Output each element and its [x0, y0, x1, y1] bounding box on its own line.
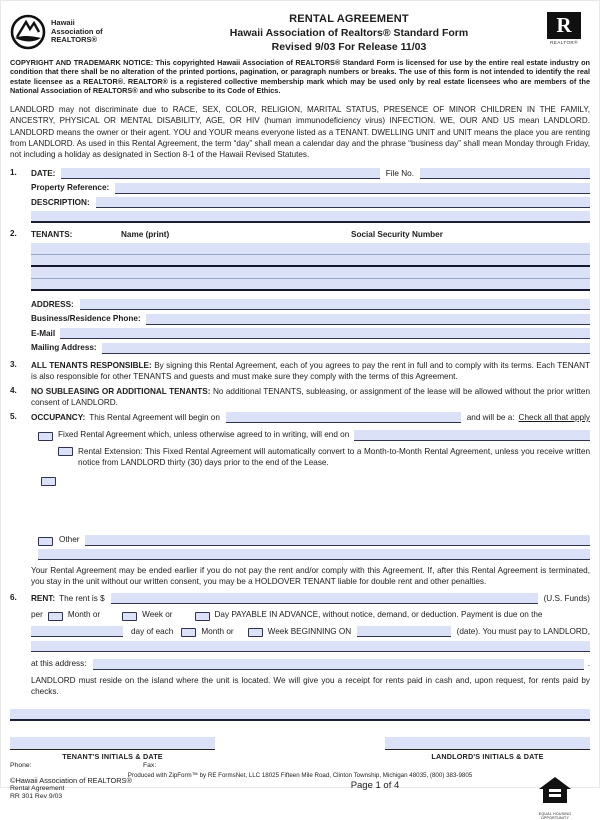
tenant-initials-field[interactable] [10, 737, 215, 750]
check-all-that-apply: Check all that apply [518, 412, 590, 422]
per-day-checkbox[interactable] [195, 612, 210, 621]
per-week-text: Week or [142, 610, 173, 620]
will-be-text: and will be a: [466, 412, 515, 422]
realtor-r-icon: R [547, 12, 581, 39]
rental-extension-checkbox[interactable] [58, 447, 73, 456]
per-month-text: Month or [67, 610, 101, 620]
tenants-label: TENANTS: [31, 230, 73, 240]
rent-is-text: The rent is $ [59, 593, 105, 603]
intro-paragraph: LANDLORD may not discriminate due to RACE, SEX, COLOR, RELIGION, MARITAL STATUS, PRESENCE OF MINOR CHILDREN IN THE FAMILY, ANCESTRY, PHYSICAL OR MENTAL DISABILITY, AGE, OR HIV (human immunodeficiency virus) INFECTION. WE, OUR AND US mean LANDLORD. LANDLORD means the owner or their agent. YOU and YOUR means everyone listed as a TENANT. DWELLING UNIT and UNIT means the place you are renting from LANDLORD. As used in this Rental Agreement, the term “day” shall mean a calendar day and the phrase “business day” shall mean Monday through Friday, not including a holiday as designated in Section 8-1 of the Hawaii Revised Statutes. [10, 105, 590, 160]
form-revision: Revised 9/03 For Release 11/03 [271, 41, 427, 53]
due-day-field[interactable] [31, 626, 123, 637]
equal-housing-caption: EQUAL HOUSING OPPORTUNITY [538, 811, 572, 820]
tenants-table-header [31, 229, 590, 241]
footer-form-name: Rental Agreement [10, 784, 65, 792]
tenant-row-4[interactable] [31, 279, 590, 291]
har-logo-line1: Hawaii [51, 18, 75, 28]
section-6-number: 6. [10, 592, 17, 602]
form-header [10, 10, 590, 53]
per-week-checkbox[interactable] [122, 612, 137, 621]
realtor-caption: REALTOR® [550, 40, 578, 45]
har-logo-line3: REALTORS® [51, 35, 98, 45]
property-reference-field[interactable] [115, 183, 590, 194]
file-no-label: File No. [385, 168, 414, 178]
fax-footer-label: Fax: [143, 762, 157, 769]
other-label: Other [59, 535, 80, 545]
tenant-row-2[interactable] [31, 255, 590, 267]
blank-option-row [41, 477, 590, 489]
form-title: RENTAL AGREEMENT [289, 13, 409, 25]
page-number: Page 1 of 4 [350, 779, 400, 791]
address-label: ADDRESS: [31, 299, 74, 309]
us-funds-text: (U.S. Funds) [543, 593, 590, 603]
section-3-label: ALL TENANTS RESPONSIBLE: [31, 360, 152, 370]
section-6-rent [10, 593, 590, 698]
produced-by-text: Produced with ZipForm™ by RE FormsNet, LLC 18025 Fifteen Mile Road, Clinton Township, Michigan 48035, (800) 383-9805 [127, 772, 473, 779]
payee-field[interactable] [31, 641, 590, 652]
due-week-checkbox[interactable] [248, 628, 263, 637]
pay-address-field[interactable] [93, 659, 584, 670]
fixed-end-date-field[interactable] [354, 430, 590, 441]
description-label: DESCRIPTION: [31, 197, 90, 207]
other-checkbox[interactable] [38, 537, 53, 546]
mailing-address-label: Mailing Address: [31, 343, 97, 353]
tenants-col-ssn: Social Security Number [351, 230, 443, 240]
copyright-notice: COPYRIGHT AND TRADEMARK NOTICE: This copyrighted Hawaii Association of REALTORS® Standard Form is licensed for use by the entire real estate industry on condition that there shall be no alteration of the printed portions, pagination, or paragraph numbers or breaks. The use of this form is not intended to identify the real estate licensee as a REALTOR®. REALTOR® is a registered collective membership mark which may be used only by real estate licensees who are members of the National Association of REALTORS® and who subscribe to its Code of Ethics. [10, 58, 590, 95]
beginning-on-field[interactable] [357, 626, 450, 637]
other-field[interactable] [85, 535, 590, 546]
rent-label: RENT: [31, 593, 56, 603]
day-of-each-text: day of each [131, 626, 174, 636]
har-logo [10, 10, 160, 50]
section-2-number: 2. [10, 229, 17, 239]
other-field-2[interactable] [38, 549, 590, 560]
holdover-text: Your Rental Agreement may be ended earlier if you do not pay the rent and/or comply with this Agreement. If, after this Rental Agreement is terminated, you stay in the unit without our written consent, you may be a HOLDOVER TENANT liable for double rent and other penalties. [31, 565, 590, 587]
email-field[interactable] [60, 328, 590, 339]
week-beginning-text: Week BEGINNING ON [267, 626, 352, 636]
section-5-label: OCCUPANCY: [31, 412, 86, 422]
phone-label: Business/Residence Phone: [31, 314, 141, 324]
tenant-initials-block [10, 737, 215, 761]
fixed-agreement-text: Fixed Rental Agreement which, unless otherwise agreed to in writing, will end on [58, 430, 350, 440]
occupancy-begin-text: This Rental Agreement will begin on [89, 412, 220, 422]
section-5-occupancy [10, 412, 590, 588]
section-2-tenants [10, 229, 590, 354]
due-month-checkbox[interactable] [181, 628, 196, 637]
section-4-subleasing [10, 386, 590, 409]
description-field-2[interactable] [31, 211, 590, 223]
description-field[interactable] [96, 197, 590, 208]
property-reference-label: Property Reference: [31, 183, 110, 193]
equal-housing-logo [520, 777, 590, 820]
receipt-text: LANDLORD must reside on the island where the unit is located. We will give you a receipt for rents paid in cash and, upon request, for rents paid by checks. [31, 675, 590, 697]
begin-date-field[interactable] [226, 412, 461, 423]
date-label: DATE: [31, 168, 56, 178]
rental-extension-text: Rental Extension: This Fixed Rental Agreement will automatically convert to a Month-to-Month Rental Agreement, unless you receive written notice from LANDLORD thirty (30) days prior to the end of the Lease. [78, 446, 590, 468]
har-logo-text [51, 19, 103, 45]
tenant-row-1[interactable] [31, 243, 590, 255]
form-title-block [160, 10, 538, 53]
address-period: . [587, 659, 590, 669]
section-1-date [10, 168, 590, 224]
address-field[interactable] [80, 299, 590, 310]
rent-amount-field[interactable] [111, 593, 538, 604]
har-logo-line2: Association of [51, 26, 103, 36]
mailing-address-field[interactable] [102, 343, 590, 354]
equal-housing-icon [538, 777, 572, 807]
tenant-initials-caption: TENANT'S INITIALS & DATE [62, 751, 163, 761]
tenant-row-3[interactable] [31, 267, 590, 279]
section-3-number: 3. [10, 359, 17, 369]
footer-left [10, 777, 230, 820]
pay-to-text: (date). You must pay to LANDLORD, [456, 626, 590, 636]
footer-bottom [10, 762, 590, 779]
landlord-initials-block [385, 737, 590, 761]
tenants-col-name: Name (print) [121, 230, 170, 240]
signature-row [10, 737, 590, 761]
per-text: per [31, 610, 43, 620]
section-1-number: 1. [10, 167, 17, 177]
form-footer [10, 777, 590, 820]
per-month-checkbox[interactable] [48, 612, 63, 621]
form-subtitle: Hawaii Association of Realtors® Standard Form [229, 27, 469, 39]
har-logo-icon [10, 14, 46, 50]
payable-text: Day PAYABLE IN ADVANCE, without notice, demand, or deduction. Payment is due on the [214, 610, 543, 620]
due-month-text: Month or [201, 626, 234, 636]
landlord-initials-caption: LANDLORD'S INITIALS & DATE [431, 751, 544, 761]
tenants-table [31, 243, 590, 291]
at-address-text: at this address: [31, 659, 87, 669]
realtor-logo [538, 10, 590, 45]
date-field[interactable] [61, 168, 379, 179]
section-3-responsible [10, 360, 590, 383]
fixed-agreement-checkbox[interactable] [38, 432, 53, 441]
section-4-label: NO SUBLEASING OR ADDITIONAL TENANTS: [31, 386, 211, 396]
footer-form-code: RR 301 Rev 9/03 [10, 793, 63, 801]
email-label: E-Mail [31, 328, 56, 338]
extra-field-band[interactable] [10, 709, 590, 721]
section-3-text: By signing this Rental Agreement, each of you agrees to pay the rent in full and to comply with its terms. Each TENANT is also responsible for other TENANTS and guests and must make sure they comply with the terms of this Agreement. [31, 360, 590, 382]
blank-option-checkbox[interactable] [41, 477, 56, 486]
section-4-text: No additional TENANTS, subleasing, or assignment of the lease will be allowed without the prior written consent of LANDLORD. [31, 386, 590, 408]
section-4-number: 4. [10, 385, 17, 395]
footer-copyright: ©Hawaii Association of REALTORS® [10, 775, 132, 785]
file-no-field[interactable] [420, 168, 590, 179]
section-5-number: 5. [10, 411, 17, 421]
landlord-initials-field[interactable] [385, 737, 590, 750]
phone-field[interactable] [146, 314, 590, 325]
phone-footer-label: Phone: [10, 762, 32, 769]
